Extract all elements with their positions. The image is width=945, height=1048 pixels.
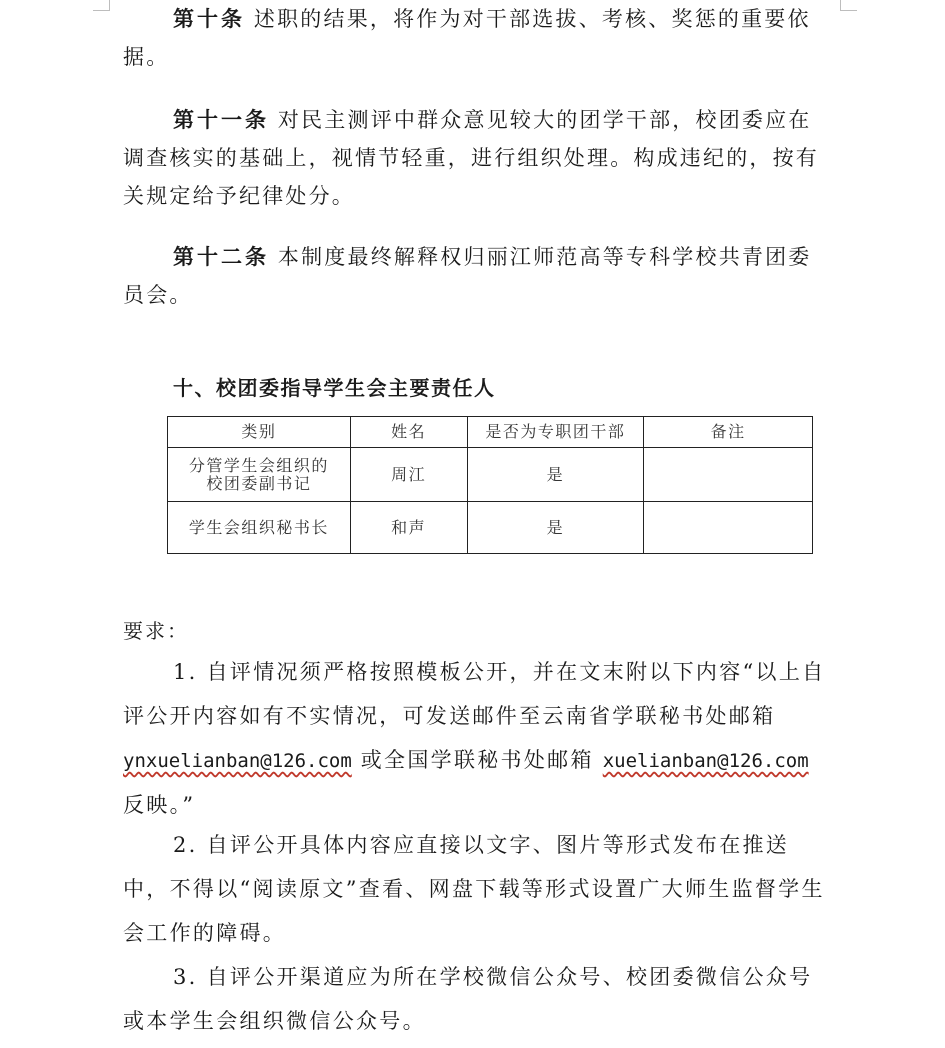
table-header-row xyxy=(168,417,813,448)
table-row xyxy=(168,502,813,554)
article-10 xyxy=(123,0,828,76)
article-12-text: 本制度最终解释权归丽江师范高等专科学校共青团委员会。 xyxy=(123,245,812,307)
requirement-1-text-before: 1. 自评情况须严格按照模板公开，并在文末附以下内容“以上自评公开内容如有不实情况，可发送邮件至云南省学联秘书处邮箱 xyxy=(123,660,826,728)
article-11-label: 第十一条 xyxy=(173,108,269,132)
article-11 xyxy=(123,101,828,215)
requirement-item-2: 2. 自评公开具体内容应直接以文字、图片等形式发布在推送中，不得以“阅读原文”查看、网盘下载等形式设置广大师生监督学生会工作的障碍。 xyxy=(123,833,825,945)
page-corner-mark-right xyxy=(840,0,857,11)
email-link-xuelianban[interactable]: xuelianban@126.com xyxy=(602,750,809,772)
requirement-item-3: 3. 自评公开渠道应为所在学校微信公众号、校团委微信公众号或本学生会组织微信公众号。 xyxy=(123,965,813,1033)
article-11-text: 对民主测评中群众意见较大的团学干部，校团委应在调查核实的基础上，视情节轻重，进行组织处理。构成违纪的，按有关规定给予纪律处分。 xyxy=(123,108,819,208)
article-10-text: 述职的结果，将作为对干部选拔、考核、奖惩的重要依据。 xyxy=(123,7,811,69)
table-cell-category: 学生会组织秘书长 xyxy=(168,502,351,554)
table-cell-category xyxy=(168,448,351,502)
category-line: 校团委副书记 xyxy=(206,473,312,493)
table-cell-name: 和声 xyxy=(350,502,467,554)
table-cell-note xyxy=(644,448,813,502)
table-header-cell: 姓名 xyxy=(350,417,467,448)
responsible-persons-table xyxy=(167,416,813,554)
email-link-ynxuelianban[interactable]: ynxuelianban@126.com xyxy=(123,750,352,772)
table-cell-name: 周江 xyxy=(350,448,467,502)
table-row xyxy=(168,448,813,502)
table-cell-fulltime: 是 xyxy=(467,448,644,502)
table-cell-fulltime: 是 xyxy=(467,502,644,554)
category-line: 分管学生会组织的 xyxy=(188,455,329,475)
requirement-1-text-middle: 或全国学联秘书处邮箱 xyxy=(351,748,603,772)
article-10-label: 第十条 xyxy=(173,7,245,31)
section-title: 十、校团委指导学生会主要责任人 xyxy=(173,376,496,400)
article-12 xyxy=(123,238,828,314)
requirement-1-text-after: 反映。” xyxy=(123,793,196,817)
article-12-label: 第十二条 xyxy=(173,245,269,269)
table-header-cell: 类别 xyxy=(168,417,351,448)
requirement-item-1 xyxy=(123,650,828,827)
table-header-cell: 备注 xyxy=(644,417,813,448)
requirements-label: 要求： xyxy=(123,619,189,643)
table-cell-note xyxy=(644,502,813,554)
table-header-cell: 是否为专职团干部 xyxy=(467,417,644,448)
page-corner-mark-left xyxy=(93,0,110,11)
